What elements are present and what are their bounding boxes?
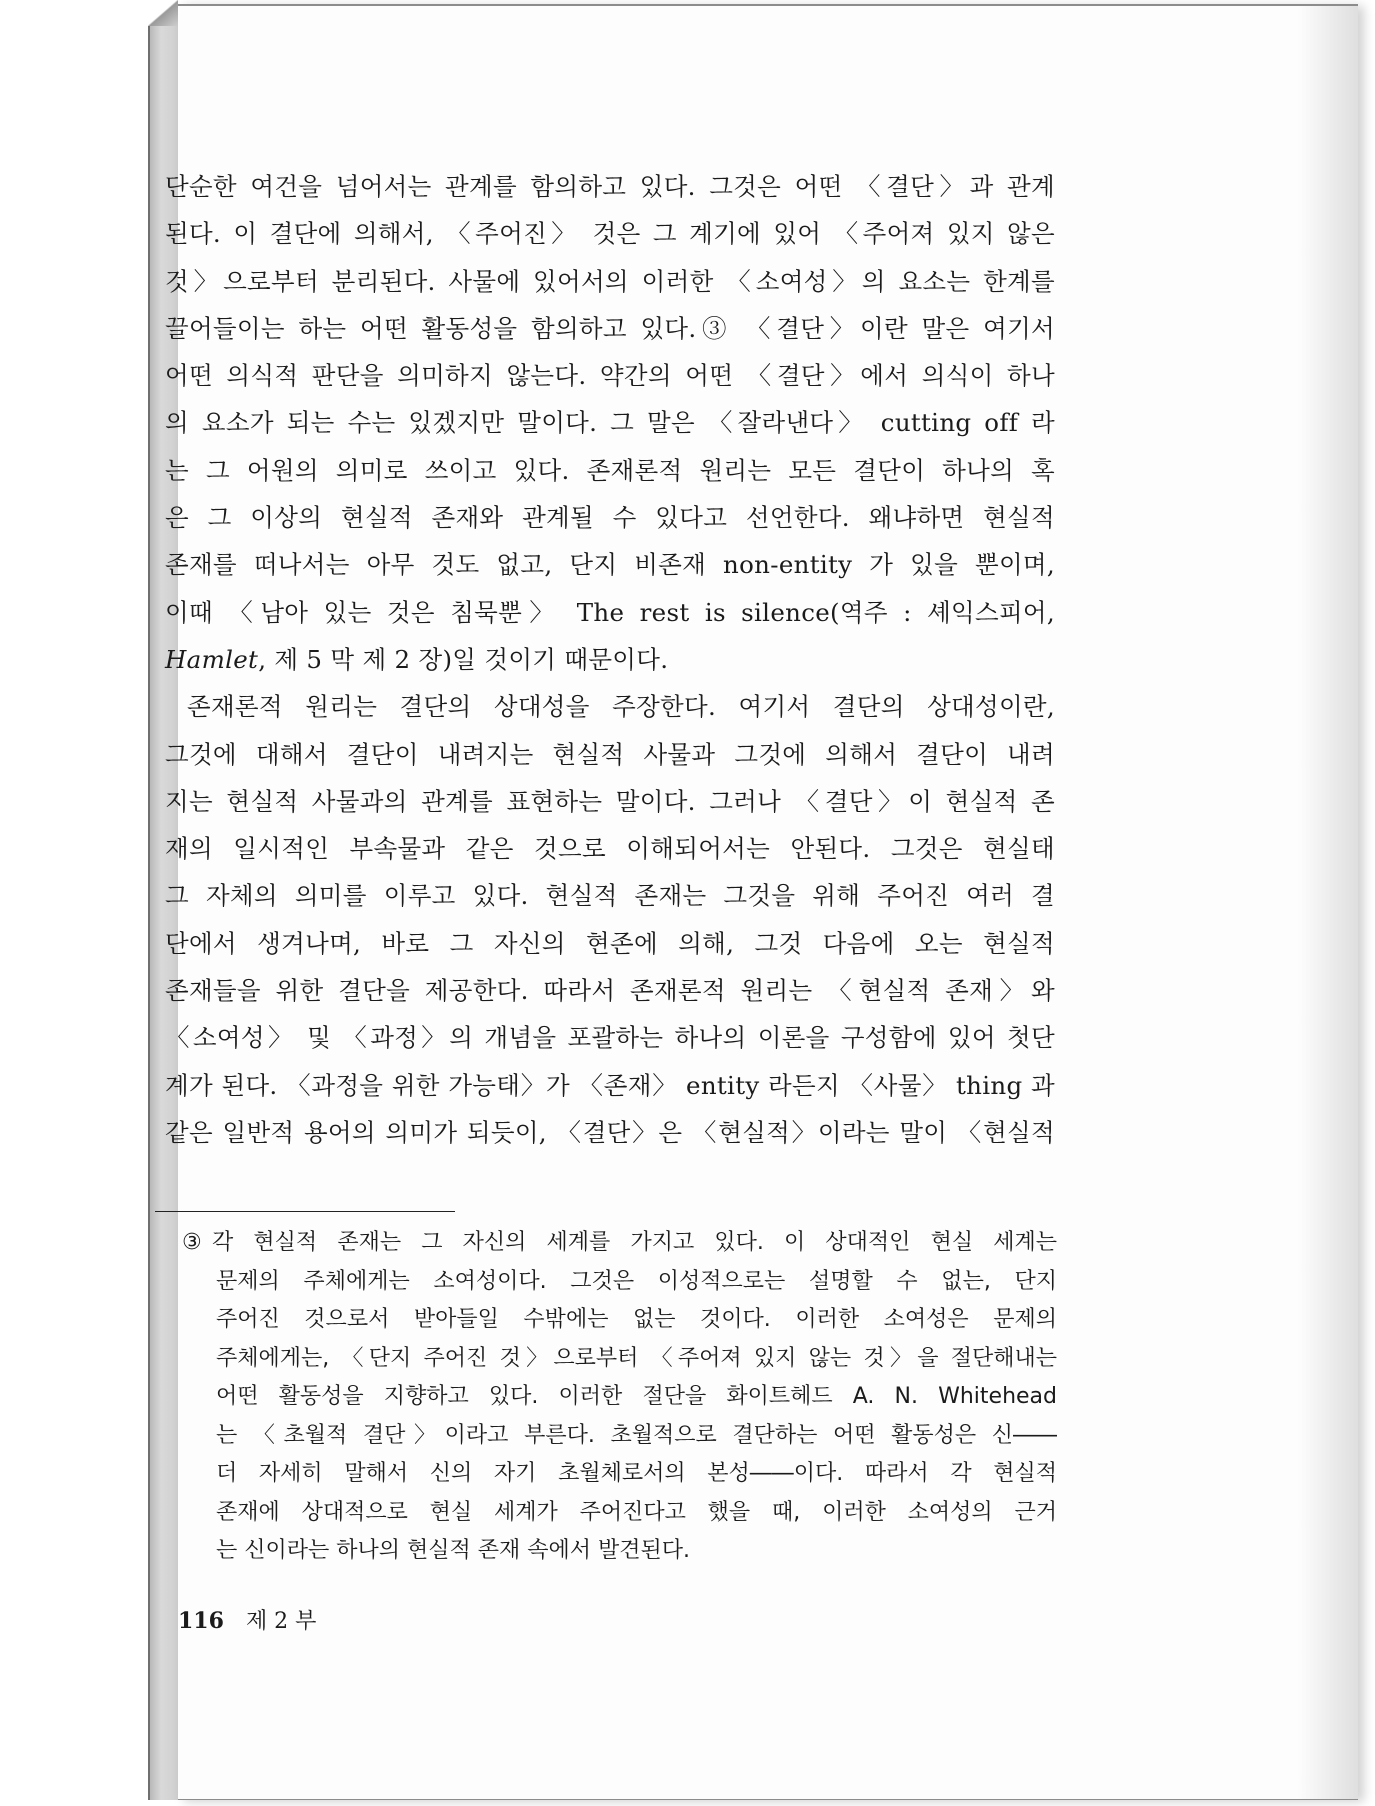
- text-line: 재의 일시적인 부속물과 같은 것으로 이해되어서는 안된다. 그것은 현실태: [165, 834, 1055, 864]
- text-line: 존재들을 위한 결단을 제공한다. 따라서 존재론적 원리는 〈현실적 존재〉와: [165, 976, 1055, 1006]
- text-line: 은 그 이상의 현실적 존재와 관계될 수 있다고 선언한다. 왜냐하면 현실적: [165, 503, 1055, 533]
- text-line: [165, 636, 1055, 683]
- text-line: 이때 〈남아 있는 것은 침묵뿐〉 The rest is silence(역주 : 셰익스피어,: [165, 597, 1055, 627]
- text-line: 그 자체의 의미를 이루고 있다. 현실적 존재는 그것을 위해 주어진 여러 결: [165, 881, 1055, 911]
- text-line: 존재를 떠나서는 아무 것도 없고, 단지 비존재 non-entity 가 있을 뿐이며,: [165, 550, 1055, 580]
- text-line: 의 요소가 되는 수는 있겠지만 말이다. 그 말은 〈잘라낸다〉 cutting off 라: [165, 408, 1055, 438]
- text-line: 같은 일반적 용어의 의미가 되듯이, 〈결단〉은 〈현실적〉이라는 말이 〈현실적: [165, 1117, 1055, 1147]
- footnote-text: 각 현실적 존재는 그 자신의 세계를 가지고 있다. 이 상대적인 현실 세계는: [212, 1230, 1057, 1255]
- footnote-line: 주체에게는, 〈단지 주어진 것〉으로부터 〈주어져 있지 않는 것〉을 절단해내는: [216, 1345, 1057, 1371]
- text-line: 끌어들이는 하는 어떤 활동성을 함의하고 있다.③ 〈결단〉이란 말은 여기서: [165, 313, 1055, 343]
- text-line: 것〉으로부터 분리된다. 사물에 있어서의 이러한 〈소여성〉의 요소는 한계를: [165, 266, 1055, 296]
- text-line: 단순한 여건을 넘어서는 관계를 함의하고 있다. 그것은 어떤 〈결단〉과 관계: [165, 172, 1055, 201]
- hamlet-title: Hamlet: [165, 644, 259, 674]
- page-footer: [178, 1604, 316, 1635]
- footnote-divider: [155, 1211, 455, 1212]
- text-line: 어떤 의식적 판단을 의미하지 않는다. 약간의 어떤 〈결단〉에서 의식이 하나: [165, 361, 1055, 391]
- section-label: 제 2 부: [245, 1609, 317, 1634]
- text-line: 계가 된다. 〈과정을 위한 가능태〉가 〈존재〉 entity 라든지 〈사물〉 thing 과: [165, 1070, 1055, 1100]
- page-curl-shadow: [1298, 6, 1358, 1799]
- main-text: [165, 163, 1055, 1156]
- footnote-line: 는 〈초월적 결단〉이라고 부른다. 초월적으로 결단하는 어떤 활동성은 신――: [216, 1422, 1057, 1448]
- footnote-line: 어떤 활동성을 지향하고 있다. 이러한 절단을 화이트헤드 A. N. Whitehead: [216, 1384, 1057, 1409]
- text-line: 그것에 대해서 결단이 내려지는 현실적 사물과 그것에 의해서 결단이 내려: [165, 739, 1055, 769]
- footnote-line: 문제의 주체에게는 소여성이다. 그것은 이성적으로는 설명할 수 없는, 단지: [216, 1268, 1057, 1294]
- text-line: 지는 현실적 사물과의 관계를 표현하는 말이다. 그러나 〈결단〉이 현실적 존: [165, 786, 1055, 816]
- footnote-line: 더 자세히 말해서 신의 자기 초월체로서의 본성――이다. 따라서 각 현실적: [216, 1461, 1057, 1486]
- book-corner: [148, 0, 178, 26]
- text-line: 〈소여성〉 및 〈과정〉의 개념을 포괄하는 하나의 이론을 구성함에 있어 첫단: [165, 1023, 1055, 1053]
- text-line: 단에서 생겨나며, 바로 그 자신의 현존에 의해, 그것 다음에 오는 현실적: [165, 928, 1055, 958]
- footnote-line: [182, 1224, 1057, 1263]
- paragraph-start-line: 존재론적 원리는 결단의 상대성을 주장한다. 여기서 결단의 상대성이란,: [187, 692, 1055, 722]
- text-line: 는 그 어원의 의미로 쓰이고 있다. 존재론적 원리는 모든 결단이 하나의 혹: [165, 455, 1056, 485]
- hamlet-line-rest: , 제 5 막 제 2 장)일 것이기 때문이다.: [258, 644, 669, 674]
- footnote-line: 존재에 상대적으로 현실 세계가 주어진다고 했을 때, 이러한 소여성의 근거: [216, 1499, 1057, 1525]
- footnote-marker: ③: [182, 1230, 202, 1255]
- page-number: 116: [178, 1608, 224, 1634]
- footnote-line: 주어진 것으로서 받아들일 수밖에는 없는 것이다. 이러한 소여성은 문제의: [216, 1307, 1057, 1332]
- text-line: 된다. 이 결단에 의해서, 〈주어진〉 것은 그 계기에 있어 〈주어져 있지 않은: [165, 219, 1055, 249]
- footnote: [182, 1224, 1057, 1571]
- footnote-line: 는 신이라는 하나의 현실적 존재 속에서 발견된다.: [216, 1538, 690, 1563]
